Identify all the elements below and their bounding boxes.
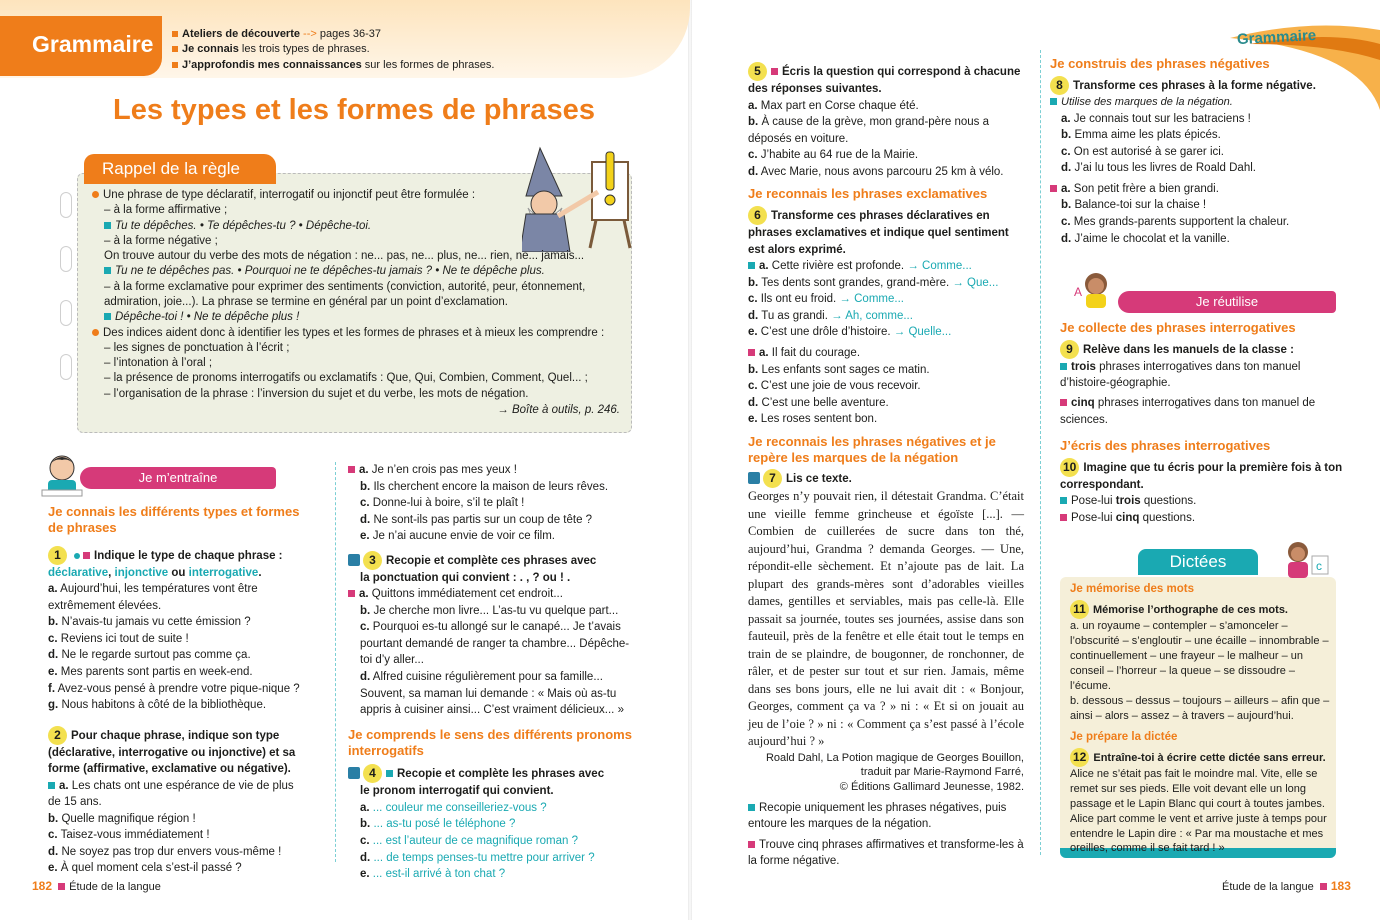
- list-item: d. Alfred cuisine régulièrement pour sa famille... Souvent, sa maman lui demande : « Mais où as-tu appris à cuisiner ainsi... C’est vraiment délicieux... »: [360, 671, 624, 717]
- exercise-number: 11: [1070, 600, 1089, 619]
- task-item: Recopie uniquement les phrases négatives, puis entoure les marques de la négation.: [748, 801, 1007, 831]
- list-item: c. Reviens ici tout de suite !: [48, 632, 189, 645]
- list-item: d. Ne sont-ils pas partis sur un coup de tête ?: [360, 513, 593, 526]
- subhead-pronoms: Je comprends le sens des différents pronoms interrogatifs: [348, 726, 632, 758]
- list-item: a. Les chats ont une espérance de vie de plus de 15 ans.: [48, 779, 294, 809]
- header-link-je-connais[interactable]: Je connais les trois types de phrases.: [172, 42, 632, 57]
- level-square-icon: [1060, 399, 1067, 406]
- list-item: b. Emma aime les plats épicés.: [1061, 129, 1221, 142]
- footer-left: 182 Étude de la langue: [32, 879, 161, 893]
- list-item: a. Je n’en crois pas mes yeux !: [348, 462, 633, 479]
- list-item: a. Quittons immédiatement cet endroit...: [348, 586, 633, 603]
- exercise-12: 12 Entraîne-toi à écrire cette dictée sans erreur. Alice ne s’était pas fait le moindre mal. Vite, elle se remet sur ses pieds. Elle voit devant elle un long passage et le Lapin Blanc qui court à toutes jambes. Alice part comme le vent et arrive juste à temps pour entendre le Lapin dire : « Par ma moustache et mes oreilles, comme il se fait tard ! »: [1070, 748, 1332, 857]
- list-item: b. Balance-toi sur la chaise !: [1061, 199, 1207, 212]
- list-item: trois phrases interrogatives dans ton manuel d’histoire-géographie.: [1060, 360, 1301, 390]
- rule-example: Tu ne te dépêches pas. • Pourquoi ne te dépêches-tu jamais ? • Ne te dépêche plus.: [84, 264, 624, 279]
- exercise-number: 7: [763, 469, 782, 488]
- exercise-8: 8 Transforme ces phrases à la forme négative. Utilise des marques de la négation. a. Je connais tout sur les batraciens ! b. Emma aime les plats épicés. c. On est autorisé à se garer ici. d. J’ai lu tous les livres de Roald Dahl. a. Son petit frère a bien grandi. b. Balance-toi sur la chaise ! c. Mes grands-parents supportent la chaleur. d. J’aime le chocolat et la vanille.: [1050, 76, 1340, 247]
- level-square-icon: [771, 68, 778, 75]
- boy-with-letters-illustration: [1278, 538, 1332, 580]
- hint: Utilise des marques de la négation.: [1050, 95, 1340, 111]
- level-square-icon: [48, 782, 55, 789]
- rule-line: Des indices aident donc à identifier les types et les formes de phrases et à mieux les comprendre :: [84, 326, 624, 341]
- list-item: a. Son petit frère a bien grandi.: [1050, 181, 1340, 198]
- dictees-content: [1070, 582, 1332, 856]
- dictation-text: Alice ne s’était pas fait le moindre mal. Vite, elle se remet sur ses pieds. Elle voit devant elle un long passage et le Lapin Blanc qui court à toutes jambes. Alice part comme le vent et arrive juste à temps pour entendre le Lapin dire : « Par ma moustache et mes oreilles, comme il se fait tard ! »: [1070, 767, 1327, 855]
- svg-text:c: c: [1316, 559, 1322, 573]
- col4: [1050, 56, 1340, 247]
- exercise-number: 9: [1060, 340, 1079, 359]
- exercise-10: 10 Imagine que tu écris pour la première fois à ton correspondant. Pose-lui trois questions. Pose-lui cinq questions.: [1060, 458, 1345, 527]
- page-number: 182: [32, 879, 53, 893]
- list-item: b. À cause de la grève, mon grand-père nous a déposés en voiture.: [748, 116, 990, 145]
- svg-text:A: A: [1074, 285, 1083, 299]
- header-links: [172, 27, 632, 73]
- list-item: b. N’avais-tu jamais vu cette émission ?: [48, 616, 251, 629]
- grammar-label-right: Grammaire: [1236, 26, 1317, 49]
- bullet-icon: [92, 329, 99, 336]
- rule-line: – la présence de pronoms interrogatifs ou exclamatifs : Que, Qui, Combien, Comment, Quel... ;: [104, 372, 588, 385]
- list-item: b. Tes dents sont grandes, grand-mère. → Que...: [748, 276, 999, 289]
- level-square-icon: [748, 841, 755, 848]
- list-item: a. Je connais tout sur les batraciens !: [1061, 112, 1251, 125]
- level-square-icon: [1060, 497, 1067, 504]
- list-item: f. Avez-vous pensé à prendre votre pique-nique ?: [48, 682, 300, 695]
- rule-line: – à la forme affirmative ;: [104, 204, 228, 217]
- list-item: d. J’ai lu tous les livres de Roald Dahl.: [1061, 162, 1256, 175]
- list-item: e. Les roses sentent bon.: [748, 413, 878, 426]
- word-list-a: a. un royaume – contempler – s’amonceler – l’obscurité – s’engloutir – une écaille – innombrable – continuellement – une frayeur – le malheur – un conseil – l’horreur – la queue – se dissoudre – l’écume.: [1070, 620, 1329, 692]
- task-item: Trouve cinq phrases affirmatives et transforme-les à la forme négative.: [748, 838, 1024, 868]
- rule-line: On trouve autour du verbe des mots de négation : ne... pas, ne... plus, ne... rien, ne... jamais...: [104, 250, 585, 263]
- rule-example: Dépêche-toi ! • Ne te dépêche plus !: [84, 310, 624, 325]
- list-item: e. C’est une drôle d’histoire. → Quelle...: [748, 326, 952, 339]
- header-link-approfondis[interactable]: J’approfondis mes connaissances sur les formes de phrases.: [172, 58, 632, 73]
- list-item: d. Tu as grandi. → Ah, comme...: [748, 309, 913, 322]
- exercise-1: 1 Indique le type de chaque phrase : déclarative, injonctive ou interrogative. a. Aujourd’hui, les températures vont être extrêmement élevées. b. N’avais-tu jamais vu cette émission ? c. Reviens ici tout de suite ! d. Ne le regarde surtout pas comme ça. e. Mes parents sont partis en week-end. f. Avez-vous pensé à prendre votre pique-nique ? g. Nous habitons à côté de la bibliothèque.: [48, 546, 308, 714]
- column-divider: [1040, 50, 1041, 855]
- exercise-number: 3: [363, 551, 382, 570]
- rule-line: Une phrase de type déclaratif, interrogatif ou injonctif peut être formulée :: [84, 188, 624, 203]
- exercise-11: 11 Mémorise l’orthographe de ces mots. a. un royaume – contempler – s’amonceler – l’obscurité – s’engloutir – une écaille – innombrable – continuellement – une frayeur – le malheur – un conseil – l’horreur – la queue – se dissoudre – l’écume. b. dessous – dessus – toujours – ailleurs – afin que – ainsi – alors – assez – à travers – aujourd’hui.: [1070, 600, 1332, 724]
- exercise-number: 4: [363, 764, 382, 783]
- list-item: b. Les enfants sont sages ce matin.: [748, 363, 930, 376]
- list-item: b. Ils cherchent encore la maison de leurs rêves.: [360, 480, 609, 493]
- list-item: c. ... est l’auteur de ce magnifique roman ?: [360, 835, 578, 848]
- level-square-icon: [1060, 363, 1067, 370]
- toolbox-reference[interactable]: → Boîte à outils, p. 246.: [497, 403, 620, 416]
- rule-line: – les signes de ponctuation à l’écrit ;: [104, 341, 290, 354]
- exercise-number: 5: [748, 62, 767, 81]
- list-item: d. Avec Marie, nous avons parcouru 25 km à vélo.: [748, 165, 1004, 178]
- exercise-number: 2: [48, 726, 67, 745]
- col1: [48, 504, 308, 877]
- list-item: a. ... couleur me conseilleriez-vous ?: [360, 801, 547, 814]
- list-item: c. Mes grands-parents supportent la chaleur.: [1061, 215, 1290, 228]
- text-credit: Roald Dahl, La Potion magique de Georges Bouillon, traduit par Marie-Raymond Farré, © Éditions Gallimard Jeunesse, 1982.: [765, 751, 1024, 793]
- footer-right: Étude de la langue 183: [1222, 879, 1351, 893]
- download-icon[interactable]: [348, 554, 360, 566]
- rule-tab: Rappel de la règle: [84, 154, 276, 184]
- header-link-ateliers[interactable]: Ateliers de découverte --> pages 36-37: [172, 27, 632, 42]
- list-item: d. Ne soyez pas trop dur envers vous-même !: [48, 845, 282, 858]
- rule-line: – l’intonation à l’oral ;: [104, 357, 213, 370]
- exercise-9: 9 Relève dans les manuels de la classe : trois phrases interrogatives dans ton manuel d’histoire-géographie. cinq phrases interrogatives dans ton manuel de sciences.: [1060, 340, 1345, 428]
- list-item: g. Nous habitons à côté de la bibliothèque.: [48, 699, 267, 712]
- level-square-icon: [83, 552, 90, 559]
- list-item: b. Quelle magnifique région !: [48, 812, 196, 825]
- subhead-construis: Je construis des phrases négatives: [1050, 56, 1270, 71]
- page-gutter: [688, 0, 692, 920]
- section-pill-reutilise: Je réutilise: [1118, 291, 1336, 313]
- list-item: a. Max part en Corse chaque été.: [748, 99, 919, 112]
- list-item: b. ... as-tu posé le téléphone ?: [360, 818, 516, 831]
- list-item: c. Pourquoi es-tu allongé sur le canapé... Je t’avais pourtant demandé de ranger ta chambre... Dépêche-toi d’y aller...: [360, 621, 630, 667]
- page-number: 183: [1330, 879, 1351, 893]
- rule-line: – à la forme exclamative pour exprimer des sentiments (conviction, autorité, peur, étonnement,: [104, 280, 586, 293]
- list-item: Pose-lui trois questions.: [1060, 493, 1345, 510]
- list-item: d. ... de temps penses-tu mettre pour arriver ?: [360, 851, 595, 864]
- list-item: e. Mes parents sont partis en week-end.: [48, 666, 253, 678]
- level-square-icon: [748, 804, 755, 811]
- list-item: d. C’est une belle aventure.: [748, 396, 889, 409]
- subhead-memorise: Je mémorise des mots: [1070, 583, 1195, 595]
- example-icon: [104, 313, 111, 320]
- list-item: c. C’est une joie de vous recevoir.: [748, 380, 921, 393]
- exercise-number: 12: [1070, 748, 1089, 767]
- list-item: d. Ne le regarde surtout pas comme ça.: [48, 649, 251, 662]
- list-item: e. ... est-il arrivé à ton chat ?: [360, 868, 506, 881]
- list-item: e. À quel moment cela s’est-il passé ?: [48, 862, 242, 875]
- download-icon[interactable]: [748, 472, 760, 484]
- word-list-b: b. dessous – dessus – toujours – ailleurs – afin que – ainsi – alors – assez – à travers – aujourd’hui.: [1070, 694, 1330, 722]
- rule-line: – l’organisation de la phrase : l’inversion du sujet et du verbe, les mots de négation.: [104, 387, 529, 400]
- col2: [348, 462, 633, 883]
- level-square-icon: [386, 770, 393, 777]
- child-writing-illustration: [38, 450, 86, 498]
- column-divider: [335, 462, 336, 862]
- exercise-2: 2 Pour chaque phrase, indique son type (déclarative, interrogative ou injonctive) et sa forme (affirmative, exclamative ou négative). a. Les chats ont une espérance de vie de plus de 15 ans. b. Quelle magnifique région ! c. Taisez-vous immédiatement ! d. Ne soyez pas trop dur envers vous-même ! e. À quel moment cela s’est-il passé ?: [48, 726, 308, 877]
- list-item: c. Donne-lui à boire, s’il te plaît !: [360, 497, 525, 510]
- col3: [748, 62, 1024, 870]
- subhead-exclamatives: Je reconnais les phrases exclamatives: [748, 186, 988, 202]
- subhead-ecris: J’écris des phrases interrogatives: [1060, 438, 1271, 454]
- girl-illustration: [1070, 266, 1120, 310]
- list-item: c. On est autorisé à se garer ici.: [1061, 145, 1225, 158]
- exercise-3: 3 Recopie et complète ces phrases avec la ponctuation qui convient : . , ? ou ! . a. Quittons immédiatement cet endroit... b. Je cherche mon livre... L’as-tu vu quelque part... c. Pourquoi es-tu allongé sur le canapé... Je t’avais pourtant demandé de ranger ta chambre... Dépêche-toi d’y aller... d. Alfred cuisine régulièrement pour sa famille... Souvent, sa maman lui demande : « Mais où as-tu appris à cuisiner ainsi... C’est vraiment délicieux... »: [348, 551, 633, 719]
- level-dot-icon: [74, 553, 80, 559]
- subhead-types-formes: Je connais les différents types et formes de phrases: [48, 504, 300, 535]
- list-item: a. Il fait du courage.: [748, 345, 1024, 362]
- rule-text: [84, 188, 624, 418]
- level-square-icon: [348, 590, 355, 597]
- rule-example: Tu te dépêches. • Te dépêches-tu ? • Dépêche-toi.: [84, 219, 624, 234]
- dictees-tab: Dictées: [1138, 549, 1258, 575]
- exercise-5: 5 Écris la question qui correspond à chacune des réponses suivantes. a. Max part en Corse chaque été. b. À cause de la grève, mon grand-père nous a déposés en voiture. c. J’habite au 64 rue de la Mairie. d. Avec Marie, nous avons parcouru 25 km à vélo.: [748, 62, 1024, 180]
- subhead-collecte: Je collecte des phrases interrogatives: [1060, 320, 1296, 335]
- list-item: c. Ils ont eu froid. → Comme...: [748, 293, 904, 306]
- rule-line: admiration, joie...). La phrase se termine en général par un point d’exclamation.: [104, 295, 509, 308]
- list-item: c. J’habite au 64 rue de la Mairie.: [748, 149, 919, 162]
- reading-text: Georges n’y pouvait rien, il détestait Grandma. C’était une vieille femme grincheuse et égoïste [...]. — Combien de cuillerées de sucre dans ton thé, aujourd’hui, Grandma ? demanda Georges. — Une, répondit-elle sèchement. Et n’ajoute pas de lait. La plupart des grands-mères sont d’adorables vieilles dames, gentilles et serviables, mais pas celle-là. Elle passait sa journée, toutes ses journées, assise dans son fauteuil, près de la fenêtre et elle était tout le temps en train de se plaindre, de bougonner, de ronchonner, de râler, et de pester sur tout et sur rien. Jamais, même dans ses bons jours, elle ne lui avait dit : « Bonjour, Georges, comment ça va ? » ni : « Et si on jouait au jeu de l’oie ? » ni : « Comment ça s’est passé à l’école aujourd’hui ? »: [748, 489, 1024, 749]
- page-title: Les types et les formes de phrases: [113, 94, 595, 126]
- subhead-prepare: Je prépare la dictée: [1070, 730, 1178, 743]
- list-item: d. J’aime le chocolat et la vanille.: [1061, 232, 1230, 245]
- col4-lower: [1060, 320, 1345, 527]
- download-icon[interactable]: [348, 767, 360, 779]
- example-icon: [104, 267, 111, 274]
- example-icon: [104, 222, 111, 229]
- section-pill-entraine: Je m’entraîne: [80, 467, 276, 489]
- exercise-4: 4 Recopie et complète les phrases avec le pronom interrogatif qui convient. a. ... couleur me conseilleriez-vous ? b. ... as-tu posé le téléphone ? c. ... est l’auteur de ce magnifique roman ? d. ... de temps penses-tu mettre pour arriver ? e. ... est-il arrivé à ton chat ?: [348, 764, 633, 882]
- level-square-icon: [748, 349, 755, 356]
- level-square-icon: [1060, 514, 1067, 521]
- list-item: a. Cette rivière est profonde. → Comme...: [748, 258, 1024, 275]
- exercise-number: 6: [748, 206, 767, 225]
- list-item: e. Je n’ai aucune envie de voir ce film.: [360, 530, 555, 543]
- exercise-7: 7 Lis ce texte. Georges n’y pouvait rien, il détestait Grandma. C’était une vieille femme grincheuse et égoïste [...]. — Combien de cuillerées de sucre dans ton thé, aujourd’hui, Grandma ? demanda Georges. — Une, répondit-elle sèchement. Et n’ajoute pas de lait. La plupart des grands-mères sont d’adorables vieilles dames, gentilles et serviables, mais pas celle-là. Elle passait sa journée, toutes ses journées, assise dans son fauteuil, près de la fenêtre et elle était tout le temps en train de se plaindre, de bougonner, de ronchonner, de râler, et de pester sur tout et sur rien. Jamais, même dans ses bons jours, elle ne lui avait dit : « Bonjour, Georges, comment ça va ? » ni : « Et si on jouait au jeu de l’oie ? » ni : « Comment ça s’est passé à l’école aujourd’hui ? » Roald Dahl, La Potion magique de Georges Bouillon, traduit par Marie-Raymond Farré, © Éditions Gallimard Jeunesse, 1982. Recopie uniquement les phrases négatives, puis entoure les marques de la négation. Trouve cinq phrases affirmatives et transforme-les à la forme négative.: [748, 469, 1024, 870]
- exercise-6: 6 Transforme ces phrases déclaratives en phrases exclamatives et indique quel sentiment est alors exprimé. a. Cette rivière est profonde. → Comme... b. Tes dents sont grandes, grand-mère. → Que... c. Ils ont eu froid. → Comme... d. Tu as grandi. → Ah, comme... e. C’est une drôle d’histoire. → Quelle... a. Il fait du courage. b. Les enfants sont sages ce matin. c. C’est une joie de vous recevoir. d. C’est une belle aventure. e. Les roses sentent bon.: [748, 206, 1024, 428]
- level-square-icon: [1050, 185, 1057, 192]
- exercise-2-continued: [348, 462, 633, 545]
- exercise-number: 10: [1060, 458, 1079, 477]
- exercise-number: 8: [1050, 76, 1069, 95]
- list-item: c. Taisez-vous immédiatement !: [48, 829, 210, 842]
- subhead-negatives: Je reconnais les phrases négatives et je repère les marques de la négation: [748, 433, 996, 465]
- list-item: b. Je cherche mon livre... L’as-tu vu quelque part...: [360, 604, 619, 617]
- level-square-icon: [748, 262, 755, 269]
- grammar-tab: Grammaire: [0, 16, 162, 76]
- exercise-number: 1: [48, 546, 67, 565]
- bullet-icon: [92, 191, 99, 198]
- list-item: a. Aujourd’hui, les températures vont être extrêmement élevées.: [48, 583, 258, 612]
- rule-line: – à la forme négative ;: [104, 234, 218, 247]
- footer-square-icon: [1320, 883, 1327, 890]
- level-square-icon: [348, 466, 355, 473]
- binder-holes: [60, 192, 72, 422]
- footer-square-icon: [58, 883, 65, 890]
- list-item: Pose-lui cinq questions.: [1060, 510, 1345, 527]
- list-item: cinq phrases interrogatives dans ton manuel de sciences.: [1060, 396, 1316, 426]
- level-square-icon: [1050, 98, 1057, 105]
